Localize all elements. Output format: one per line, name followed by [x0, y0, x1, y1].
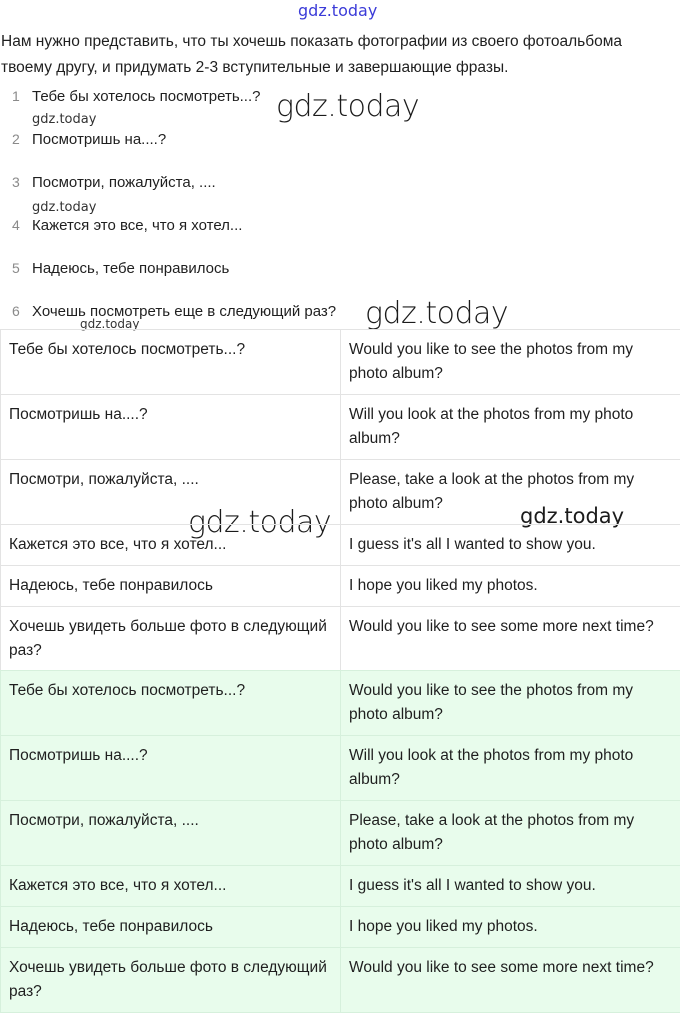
- watermark: gdz.today: [80, 318, 139, 330]
- table-row: [1, 525, 680, 566]
- english-cell: I hope you liked my photos.: [341, 566, 680, 607]
- table-row: [1, 801, 680, 866]
- russian-cell: Кажется это все, что я хотел...: [1, 525, 341, 566]
- russian-cell: Кажется это все, что я хотел...: [1, 866, 341, 907]
- russian-cell: Тебе бы хотелось посмотреть...?: [1, 330, 341, 395]
- english-cell: I guess it's all I wanted to show you.: [341, 866, 680, 907]
- russian-cell: Хочешь увидеть больше фото в следующий раз?: [1, 948, 341, 1013]
- russian-cell: Посмотри, пожалуйста, ....: [1, 801, 341, 866]
- table-row: [1, 948, 680, 1013]
- watermark: gdz.today: [32, 201, 96, 214]
- table-row: [1, 395, 680, 460]
- russian-cell: Посмотри, пожалуйста, ....: [1, 460, 341, 525]
- table-row: [1, 330, 680, 395]
- watermark: gdz.today: [276, 92, 419, 122]
- list-number: 4: [12, 217, 20, 233]
- list-text: Посмотришь на....?: [32, 131, 166, 148]
- table-row: [1, 736, 680, 801]
- english-cell: Would you like to see some more next time?: [341, 607, 680, 671]
- russian-cell: Надеюсь, тебе понравилось: [1, 566, 341, 607]
- table-row: [1, 460, 680, 525]
- english-cell: Would you like to see the photos from my photo album?: [341, 671, 680, 736]
- watermark-top: gdz.today: [298, 3, 377, 19]
- english-cell: I hope you liked my photos.: [341, 907, 680, 948]
- table-row: [1, 907, 680, 948]
- watermark: gdz.today: [520, 506, 624, 527]
- intro-text: Нам нужно представить, что ты хочешь показать фотографии из своего фотоальбома твоему другу, и придумать 2-3 вступительные и завершающие фразы.: [1, 29, 671, 81]
- translation-table: [0, 329, 680, 671]
- list-number: 5: [12, 260, 20, 276]
- table-row: [1, 566, 680, 607]
- list-number: 3: [12, 174, 20, 190]
- russian-cell: Посмотришь на....?: [1, 395, 341, 460]
- list-number: 2: [12, 131, 20, 147]
- list-text: Посмотри, пожалуйста, ....: [32, 174, 216, 191]
- watermark: gdz.today: [365, 299, 508, 329]
- list-number: 1: [12, 88, 20, 104]
- table-row: [1, 607, 680, 671]
- english-cell: I guess it's all I wanted to show you.: [341, 525, 680, 566]
- watermark: gdz.today: [32, 113, 96, 126]
- table-row: [1, 866, 680, 907]
- english-cell: Would you like to see the photos from my photo album?: [341, 330, 680, 395]
- list-text: Хочешь посмотреть еще в следующий раз?: [32, 303, 336, 320]
- watermark: gdz.today: [188, 508, 331, 538]
- russian-cell: Надеюсь, тебе понравилось: [1, 907, 341, 948]
- table-row: [1, 671, 680, 736]
- list-number: 6: [12, 303, 20, 319]
- translation-table-highlighted: [0, 670, 680, 1013]
- list-text: Кажется это все, что я хотел...: [32, 217, 242, 234]
- list-text: Тебе бы хотелось посмотреть...?: [32, 88, 260, 105]
- list-text: Надеюсь, тебе понравилось: [32, 260, 229, 277]
- russian-cell: Хочешь увидеть больше фото в следующий раз?: [1, 607, 341, 671]
- english-cell: Would you like to see some more next time?: [341, 948, 680, 1013]
- english-cell: Please, take a look at the photos from my photo album?: [341, 460, 680, 525]
- russian-cell: Посмотришь на....?: [1, 736, 341, 801]
- english-cell: Will you look at the photos from my photo album?: [341, 736, 680, 801]
- english-cell: Please, take a look at the photos from my photo album?: [341, 801, 680, 866]
- english-cell: Will you look at the photos from my photo album?: [341, 395, 680, 460]
- russian-cell: Тебе бы хотелось посмотреть...?: [1, 671, 341, 736]
